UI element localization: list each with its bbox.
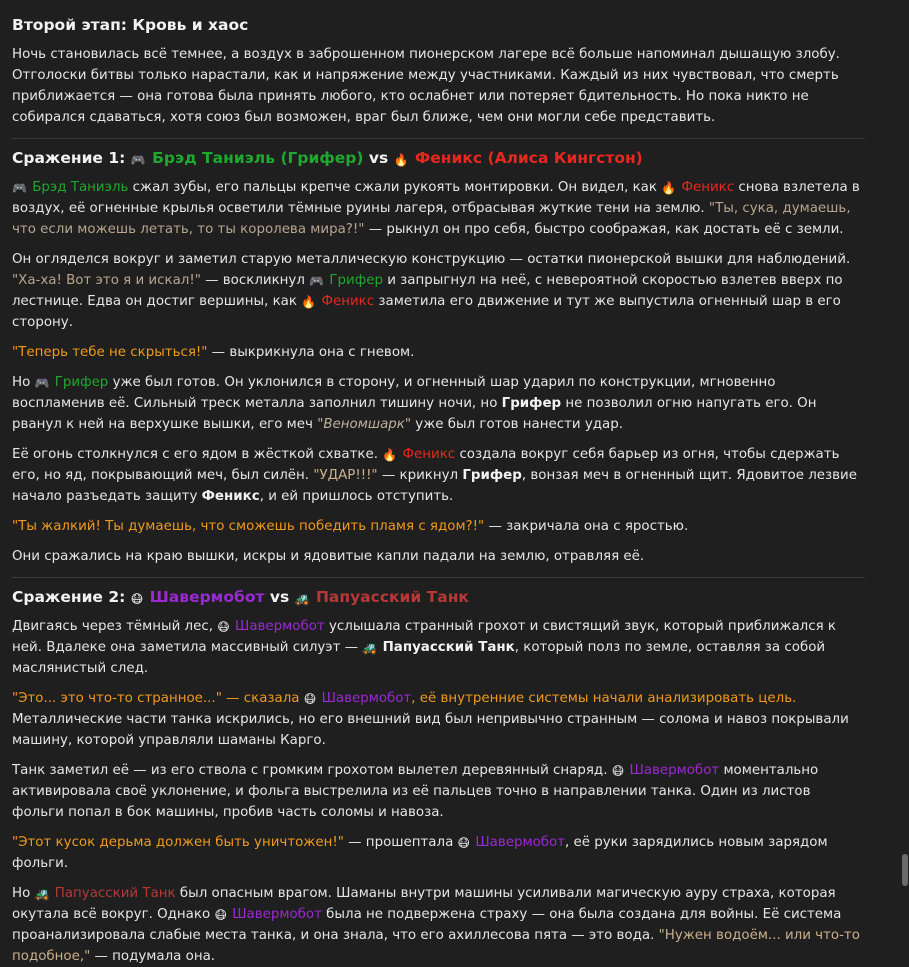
battle-label: Сражение 1:	[12, 149, 131, 167]
text: — подумала она.	[90, 949, 216, 964]
character-name: Шавермобот	[232, 907, 322, 922]
fire-icon: 🔥	[382, 448, 398, 462]
text: , вонзая меч в огненный щит. Ядовитое лезвие начало разъедать защиту	[12, 468, 857, 504]
character-name: Грифер	[54, 375, 109, 390]
quote: "Ты, сука, думаешь, что если можешь летать, то ты королева мира?!"	[12, 201, 851, 237]
battle2-paragraph-1	[12, 616, 865, 679]
text: — крикнул	[377, 468, 463, 483]
robot-icon: 😷	[217, 620, 230, 634]
battle2-paragraph-4	[12, 832, 865, 874]
gamepad-icon: 🎮	[34, 376, 50, 390]
tank-icon: 🚜	[362, 641, 378, 655]
robot-icon: 😷	[457, 836, 471, 850]
text: услышала странный грохот и свистящий звук, который приближался к ней. Вдалеке она заметила массивный силуэт —	[12, 619, 837, 655]
text: Металлические части танка искрились, но его внешний вид был непривычно странным — солома и навоз покрывали машину, которой управляли шаманы Карго.	[12, 712, 849, 748]
quote: "УДАР!!!"	[313, 468, 378, 483]
vs-label: vs	[264, 588, 295, 606]
character-name: Шавермобот	[629, 763, 720, 778]
text: снова взлетела в воздух, её огненные крылья осветили тёмные руины лагеря, отбрасывая жуткие тени на землю.	[12, 180, 860, 216]
gamepad-icon: 🎮	[309, 274, 325, 288]
battle2-paragraph-2	[12, 688, 865, 751]
text: не позволил огню напугать его. Он рванул к ней на верхушке вышки, его меч	[12, 396, 817, 432]
fighter-a-name: Шавермобот	[149, 588, 265, 606]
battle1-paragraph-7: Они сражались на краю вышки, искры и ядовитые капли падали на землю, отравляя её.	[12, 549, 645, 564]
fire-icon: 🔥	[661, 181, 677, 195]
fighter-b-name: Феникс (Алиса Кингстон)	[414, 149, 643, 167]
fighter-a-name: Брэд Таниэль (Грифер)	[152, 149, 364, 167]
character-name: Феникс	[681, 180, 735, 195]
text: Её огонь столкнулся с его ядом в жёсткой схватке.	[12, 447, 383, 462]
character-name-bold: Феникс	[201, 489, 260, 504]
text: сжал зубы, его пальцы крепче сжали рукоять монтировки. Он видел, как	[128, 180, 662, 195]
character-name: Феникс	[402, 447, 456, 462]
robot-icon: 😷	[303, 692, 317, 706]
text: — прошептала	[343, 835, 458, 850]
battle1-paragraph-6	[12, 516, 865, 537]
character-name: Брэд Таниэль	[32, 180, 129, 195]
text: создала вокруг себя барьер из огня, чтобы сдержать его, но яд, покрывающий меч, был силён.	[12, 447, 840, 483]
character-name: Папуасский Танк	[54, 886, 176, 901]
text: Но	[12, 886, 35, 901]
battle1-paragraph-1	[12, 177, 865, 240]
character-name: Шавермобот	[235, 619, 325, 634]
weapon-name: "Веномшарк"	[317, 417, 412, 432]
quote: "Ты жалкий! Ты думаешь, что сможешь победить пламя с ядом?!"	[12, 519, 485, 534]
fire-icon: 🔥	[301, 295, 317, 309]
quote: , её внутренние системы начали анализировать цель.	[411, 691, 797, 706]
battle1-paragraph-3	[12, 342, 865, 363]
text: и запрыгнул на неё, с невероятной скоростью взлетев вверх по лестнице. Едва он достиг вершины, как	[12, 273, 843, 309]
scrollbar-thumb[interactable]	[902, 854, 908, 886]
battle2-heading	[12, 586, 865, 608]
text: уже был готов. Он уклонился в сторону, и огненный шар ударил по конструкции, мгновенно воспламенив её. Сильный треск металла заполнил тишину ночи, но	[12, 375, 776, 411]
text: — сказала	[221, 691, 304, 706]
gamepad-icon: 🎮	[130, 153, 146, 167]
vs-label: vs	[363, 149, 394, 167]
text: Но	[12, 375, 35, 390]
text: — рыкнул он про себя, быстро соображая, как достать её с земли.	[364, 222, 844, 237]
quote: "Ха-ха! Вот это я и искал!"	[12, 273, 201, 288]
text: был опасным врагом. Шаманы внутри машины усиливали магическую ауру страха, которая окутала всё вокруг. Однако	[12, 886, 836, 922]
character-name-bold: Грифер	[501, 396, 562, 411]
battle1-paragraph-5	[12, 444, 865, 507]
character-name: Феникс	[321, 294, 375, 309]
text: Танк заметил её — из его ствола с громким грохотом вылетел деревянный снаряд.	[12, 763, 612, 778]
character-name-bold: Папуасский Танк	[382, 640, 515, 655]
tank-icon: 🚜	[34, 887, 50, 901]
text: , который полз по земле, оставляя за собой маслянистый след.	[12, 640, 826, 676]
text: Он огляделся вокруг и заметил старую металлическую конструкцию — остатки пионерской вышки для наблюдений.	[12, 252, 851, 267]
robot-icon: 😷	[130, 592, 144, 606]
divider	[12, 577, 865, 578]
text: моментально активировала своё уклонение, и фольга выстрелила из её пальцев точно в направлении танка. Один из листов фольги попал в бок машины, пробив часть соломы и навоза.	[12, 763, 819, 820]
robot-icon: 😷	[611, 764, 625, 778]
battle1-heading	[12, 147, 865, 169]
text: заметила его движение и тут же выпустила огненный шар в его сторону.	[12, 294, 841, 330]
character-name: Грифер	[329, 273, 383, 288]
robot-icon: 😷	[214, 908, 227, 922]
quote: "Нужен водоём... или что-то подобное,"	[12, 928, 860, 964]
text: Двигаясь через тёмный лес,	[12, 619, 218, 634]
fighter-b-name: Папуасский Танк	[315, 588, 469, 606]
text: уже был готов нанести удар.	[411, 417, 624, 432]
character-name: Шавермобот	[475, 835, 566, 850]
quote: "Это... это что-то странное..."	[12, 691, 222, 706]
text: — воскликнул	[200, 273, 310, 288]
quote: "Теперь тебе не скрыться!"	[12, 345, 208, 360]
character-name: Шавермобот	[321, 691, 412, 706]
divider	[12, 138, 865, 139]
text: , и ей пришлось отступить.	[259, 489, 454, 504]
tank-icon: 🚜	[294, 592, 310, 606]
text: , её руки зарядились новым зарядом фольги.	[12, 835, 828, 871]
text: была не подвержена страху — она была создана для войны. Её система проанализировала слабые места танка, и она знала, что его ахиллесова пята — это вода.	[12, 907, 842, 943]
quote: "Этот кусок дерьма должен быть уничтожен!"	[12, 835, 344, 850]
fire-icon: 🔥	[393, 153, 409, 167]
vertical-scrollbar[interactable]	[901, 0, 909, 888]
battle-label: Сражение 2:	[12, 588, 131, 606]
character-name-bold: Грифер	[462, 468, 522, 483]
battle1-paragraph-2	[12, 249, 865, 333]
stage-intro: Ночь становилась всё темнее, а воздух в заброшенном пионерском лагере всё больше напоминал дышащую злобу. Отголоски битвы только нарастали, как и напряжение между участниками. Каждый из них чувствовал, что смерть приближается — она готова была принять любого, кто ослабнет или потеряет бдительность. Но пока никто не собирался сдаваться, хотя союз был возможен, враг был ближе, чем они могли себе представить.	[12, 47, 840, 125]
gamepad-icon: 🎮	[12, 181, 27, 195]
battle1-paragraph-4	[12, 372, 865, 435]
battle2-paragraph-5	[12, 883, 865, 967]
text: — закричала она с яростью.	[484, 519, 689, 534]
text: — выкрикнула она с гневом.	[207, 345, 415, 360]
stage-title: Второй этап: Кровь и хаос	[12, 16, 249, 34]
battle2-paragraph-3	[12, 760, 865, 823]
